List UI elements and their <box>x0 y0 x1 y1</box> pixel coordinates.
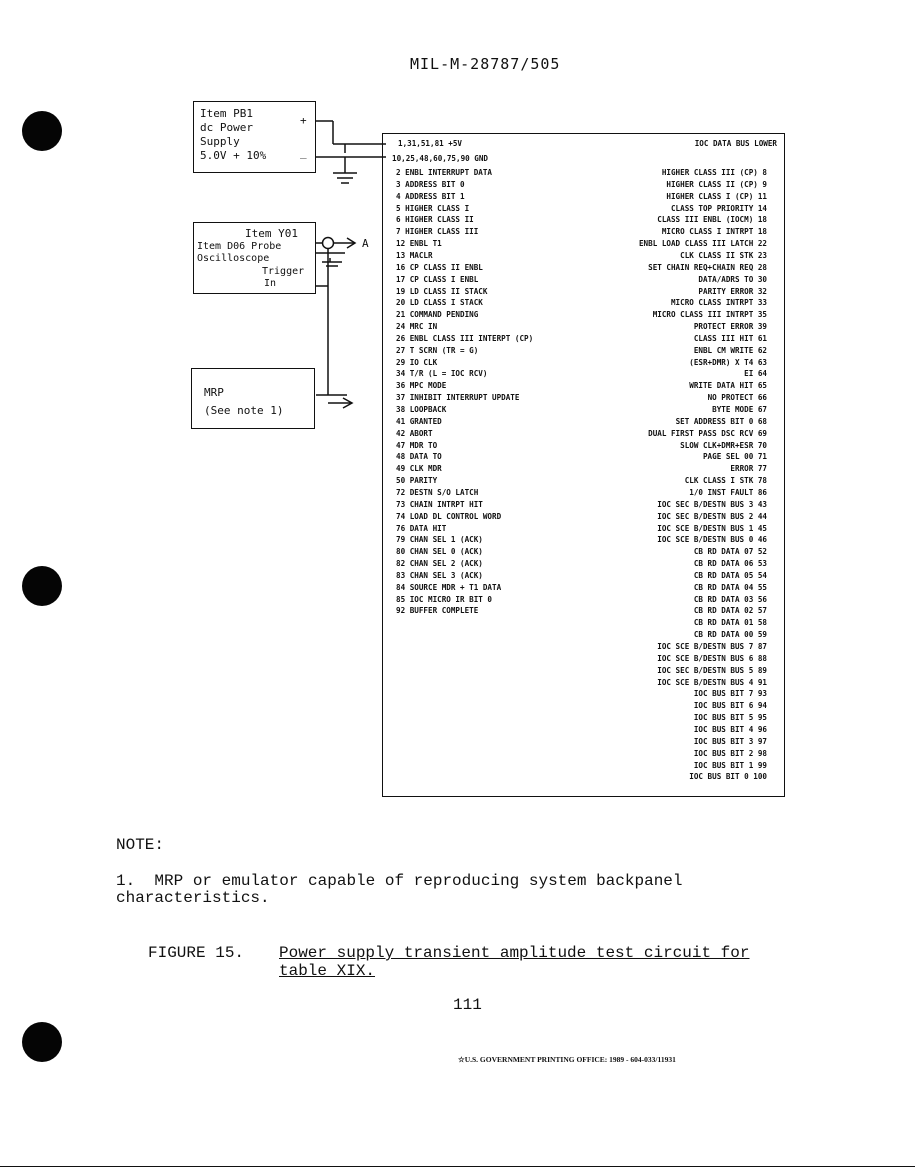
left-pin-label: 3 ADDRESS BIT 0 <box>396 179 465 189</box>
left-pin-label: 50 PARITY <box>396 476 438 486</box>
scope-label-3: Oscilloscope <box>197 253 270 264</box>
right-pin-label: IOC SCE B/DESTN BUS 6 88 <box>657 653 767 663</box>
right-pin-label: CB RD DATA 06 53 <box>693 559 767 569</box>
ground-pins: 10,25,48,60,75,90 GND <box>392 154 489 163</box>
right-pin-label: IOC SCE B/DESTN BUS 4 91 <box>657 677 767 687</box>
right-pin-label: IOC BUS BIT 4 96 <box>693 724 767 734</box>
data-bus-header: IOC DATA BUS LOWER <box>694 139 777 148</box>
mrp-label-2: (See note 1) <box>204 404 284 417</box>
left-pin-label: 79 CHAN SEL 1 (ACK) <box>396 535 483 545</box>
scope-label-2: Item D06 Probe <box>197 241 282 252</box>
right-pin-label: PARITY ERROR 32 <box>698 286 767 296</box>
right-pin-label: PROTECT ERROR 39 <box>693 322 767 332</box>
left-pin-label: 20 LD CLASS I STACK <box>396 298 483 308</box>
scan-edge-line <box>0 1166 915 1167</box>
right-pin-label: CB RD DATA 02 57 <box>693 606 767 616</box>
right-pin-label: PAGE SEL 00 71 <box>702 452 767 462</box>
left-pin-label: 16 CP CLASS II ENBL <box>396 262 483 272</box>
right-pin-label: IOC SCE B/DESTN BUS 1 45 <box>657 523 767 533</box>
right-pin-label: NO PROTECT 66 <box>707 393 767 403</box>
right-pin-label: MICRO CLASS III INTRPT 35 <box>652 310 767 320</box>
left-pin-label: 74 LOAD DL CONTROL WORD <box>396 511 502 521</box>
left-pin-label: 41 GRANTED <box>396 416 442 426</box>
left-pin-label: 72 DESTN S/O LATCH <box>396 487 479 497</box>
power-supply-label-4: 5.0V + 10% <box>200 149 267 162</box>
right-pin-label: ENBL LOAD CLASS III LATCH 22 <box>638 239 767 249</box>
right-pin-label: WRITE DATA HIT 65 <box>689 381 767 391</box>
right-pin-label: HIGHER CLASS II (CP) 9 <box>666 179 767 189</box>
right-pin-label: IOC BUS BIT 1 99 <box>693 760 767 770</box>
power-supply-label-3: Supply <box>200 135 240 148</box>
scope-label-1: Item Y01 <box>245 227 298 240</box>
right-pin-label: DATA/ADRS TO 30 <box>698 274 767 284</box>
right-pin-label: BYTE MODE 67 <box>712 405 767 414</box>
left-pin-label: 83 CHAN SEL 3 (ACK) <box>396 570 483 580</box>
left-pin-label: 47 MDR TO <box>396 440 438 450</box>
scope-label-5: In <box>264 278 277 289</box>
right-pin-label: CLASS III HIT 61 <box>693 333 767 343</box>
right-pin-label: SET CHAIN REQ+CHAIN REQ 28 <box>648 262 767 272</box>
left-pin-label: 82 CHAN SEL 2 (ACK) <box>396 559 483 569</box>
right-pin-label: DUAL FIRST PASS DSC RCV 69 <box>648 428 767 438</box>
left-pin-label: 12 ENBL T1 <box>396 239 442 249</box>
left-pin-label: 73 CHAIN INTRPT HIT <box>396 499 483 509</box>
note-line-1: 1. MRP or emulator capable of reproducing system backpanel <box>116 872 683 890</box>
right-pin-label: IOC SCE B/DESTN BUS 0 46 <box>657 535 767 545</box>
left-pin-label: 76 DATA HIT <box>396 523 447 533</box>
left-pin-label: 5 HIGHER CLASS I <box>396 203 470 213</box>
left-pin-label: 29 IO CLK <box>396 357 438 367</box>
left-pin-label: 36 MPC MODE <box>396 381 447 391</box>
right-pin-label: CLK CLASS I STK 78 <box>684 476 767 486</box>
right-pin-label: (ESR+DMR) X T4 63 <box>689 357 767 367</box>
right-pin-label: CB RD DATA 07 52 <box>693 547 767 557</box>
left-pin-label: 21 COMMAND PENDING <box>396 310 479 320</box>
right-pin-label: ENBL CM WRITE 62 <box>693 345 767 355</box>
left-pin-label: 24 MRC IN <box>396 322 438 332</box>
left-pin-label: 92 BUFFER COMPLETE <box>396 606 479 616</box>
right-pin-label: SLOW CLK+DMR+ESR 70 <box>680 440 767 450</box>
figure-label: FIGURE 15. <box>148 944 245 962</box>
power-supply-label-1: Item PB1 <box>200 107 253 120</box>
left-pin-label: 27 T SCRN (TR = G) <box>396 345 479 355</box>
printing-office-footer: ☆U.S. GOVERNMENT PRINTING OFFICE: 1989 - 604-033/11931 <box>458 1055 676 1064</box>
right-pin-label: CLK CLASS II STK 23 <box>680 250 767 260</box>
right-pin-label: HIGHER CLASS I (CP) 11 <box>666 191 767 201</box>
right-pin-label: CB RD DATA 04 55 <box>693 582 767 592</box>
left-pin-label: 34 T/R (L = IOC RCV) <box>396 369 488 379</box>
left-pin-label: 48 DATA TO <box>396 452 442 462</box>
left-pin-label: 38 LOOPBACK <box>396 405 447 414</box>
right-pin-label: IOC BUS BIT 7 93 <box>693 689 767 699</box>
right-pin-label: IOC SEC B/DESTN BUS 2 44 <box>657 511 767 521</box>
right-pin-label: CB RD DATA 01 58 <box>693 618 767 628</box>
figure-title-line-1: Power supply transient amplitude test circuit for <box>279 944 750 962</box>
left-pin-label: 19 LD CLASS II STACK <box>396 286 488 296</box>
right-pin-label: IOC BUS BIT 2 98 <box>693 748 767 758</box>
page-number: 111 <box>453 996 482 1014</box>
left-pin-label: 26 ENBL CLASS III INTERPT (CP) <box>396 333 534 343</box>
right-pin-label: IOC SCE B/DESTN BUS 7 87 <box>657 642 767 651</box>
right-pin-label: IOC SEC B/DESTN BUS 3 43 <box>657 499 767 509</box>
right-pin-label: SET ADDRESS BIT 0 68 <box>675 416 767 426</box>
left-pin-label: 13 MACLR <box>396 250 433 260</box>
note-heading: NOTE: <box>116 836 165 854</box>
power-supply-label-2: dc Power <box>200 121 253 134</box>
right-pin-label: IOC BUS BIT 0 100 <box>689 772 767 782</box>
left-pin-label: 85 IOC MICRO IR BIT 0 <box>396 594 493 604</box>
note-line-2: characteristics. <box>116 889 270 907</box>
right-pin-label: IOC BUS BIT 5 95 <box>693 713 767 723</box>
right-pin-label: MICRO CLASS INTRPT 33 <box>670 298 767 308</box>
right-pin-label: HIGHER CLASS III (CP) 8 <box>661 168 767 177</box>
figure-title-line-2: table XIX. <box>279 962 376 980</box>
left-pin-label: 4 ADDRESS BIT 1 <box>396 191 465 201</box>
left-pin-label: 80 CHAN SEL 0 (ACK) <box>396 547 483 557</box>
probe-label: A <box>362 237 369 250</box>
left-pin-label: 37 INHIBIT INTERRUPT UPDATE <box>396 393 520 403</box>
left-pin-label: 2 ENBL INTERRUPT DATA <box>396 168 493 177</box>
right-pin-label: CLASS TOP PRIORITY 14 <box>670 203 767 213</box>
left-pin-label: 42 ABORT <box>396 428 433 438</box>
right-pin-label: CB RD DATA 05 54 <box>693 570 767 580</box>
left-pin-label: 17 CP CLASS I ENBL <box>396 274 479 284</box>
right-pin-label: ERROR 77 <box>730 464 767 474</box>
right-pin-label: CB RD DATA 00 59 <box>693 630 767 640</box>
right-pin-label: CB RD DATA 03 56 <box>693 594 767 604</box>
right-pin-label: EI 64 <box>744 369 767 379</box>
scope-label-4: Trigger <box>262 266 305 277</box>
right-pin-label: IOC BUS BIT 3 97 <box>693 736 767 746</box>
minus-terminal: _ <box>300 146 307 159</box>
mrp-label-1: MRP <box>204 386 224 399</box>
right-pin-label: IOC BUS BIT 6 94 <box>693 701 767 711</box>
left-pin-label: 7 HIGHER CLASS III <box>396 227 479 237</box>
left-pin-label: 6 HIGHER CLASS II <box>396 215 474 225</box>
right-pin-label: IOC SEC B/DESTN BUS 5 89 <box>657 665 767 675</box>
plus-terminal: + <box>300 114 307 127</box>
power-pins: 1,31,51,81 +5V <box>398 139 463 148</box>
document-number: MIL-M-28787/505 <box>410 55 561 73</box>
right-pin-label: CLASS III ENBL (IOCM) 18 <box>657 215 767 225</box>
left-pin-label: 84 SOURCE MDR + T1 DATA <box>396 582 502 592</box>
right-pin-label: 1/0 INST FAULT 86 <box>689 487 767 497</box>
left-pin-label: 49 CLK MDR <box>396 464 442 474</box>
right-pin-label: MICRO CLASS I INTRPT 18 <box>661 227 767 237</box>
